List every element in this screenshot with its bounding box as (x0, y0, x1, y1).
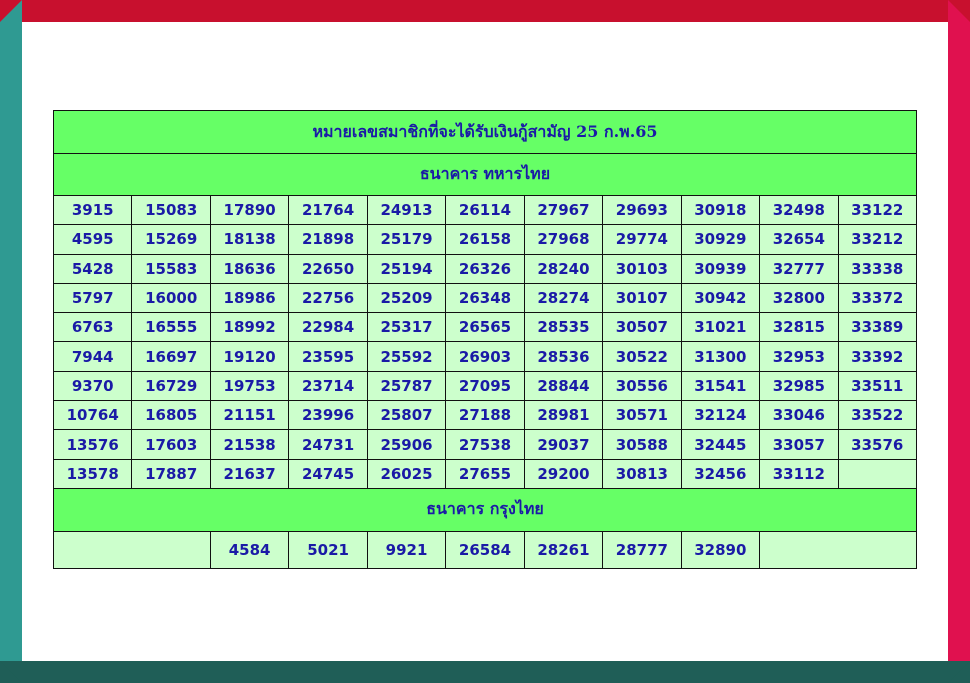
member-number-cell: 25807 (367, 401, 445, 430)
member-number-cell: 30939 (681, 254, 759, 283)
member-number-cell: 9921 (367, 531, 445, 568)
member-number-cell: 33338 (838, 254, 916, 283)
bank2-table-row (54, 531, 917, 568)
member-number-cell: 33392 (838, 342, 916, 371)
member-number-cell: 30813 (603, 459, 681, 488)
member-number-cell: 28261 (524, 531, 602, 568)
member-number-cell: 26326 (446, 254, 524, 283)
member-number-cell: 24731 (289, 430, 367, 459)
member-number-cell: 27095 (446, 371, 524, 400)
member-number-cell: 25209 (367, 283, 445, 312)
member-number-cell: 15083 (132, 196, 210, 225)
member-number-cell: 5021 (289, 531, 367, 568)
member-number-cell: 30522 (603, 342, 681, 371)
bank1-table-row (54, 342, 917, 371)
bank1-table-row (54, 401, 917, 430)
member-number-cell: 15583 (132, 254, 210, 283)
member-number-cell: 33057 (760, 430, 838, 459)
member-number-cell: 21151 (210, 401, 288, 430)
loan-member-table (53, 110, 917, 569)
member-number-cell: 13576 (54, 430, 132, 459)
empty-cell (838, 459, 916, 488)
member-number-cell: 23595 (289, 342, 367, 371)
member-number-cell: 22756 (289, 283, 367, 312)
member-number-cell: 32445 (681, 430, 759, 459)
member-number-cell: 21898 (289, 225, 367, 254)
member-number-cell: 32654 (760, 225, 838, 254)
member-number-cell: 28777 (603, 531, 681, 568)
member-number-cell: 5428 (54, 254, 132, 283)
member-number-cell: 4584 (210, 531, 288, 568)
member-number-cell: 26565 (446, 313, 524, 342)
member-number-cell: 28240 (524, 254, 602, 283)
member-number-cell: 31021 (681, 313, 759, 342)
member-number-cell: 33122 (838, 196, 916, 225)
member-number-cell: 25592 (367, 342, 445, 371)
member-number-cell: 21637 (210, 459, 288, 488)
member-number-cell: 32777 (760, 254, 838, 283)
member-number-cell: 30929 (681, 225, 759, 254)
member-number-cell: 28535 (524, 313, 602, 342)
member-number-cell: 18986 (210, 283, 288, 312)
member-number-cell: 25317 (367, 313, 445, 342)
member-number-cell: 30556 (603, 371, 681, 400)
bank1-table-row (54, 225, 917, 254)
member-number-cell: 27967 (524, 196, 602, 225)
bank1-table-row (54, 459, 917, 488)
member-number-cell: 28274 (524, 283, 602, 312)
member-number-cell: 26584 (446, 531, 524, 568)
bank2-name: ธนาคาร กรุงไทย (54, 488, 917, 531)
member-number-cell: 33212 (838, 225, 916, 254)
empty-cell (54, 531, 211, 568)
member-number-cell: 24745 (289, 459, 367, 488)
member-number-cell: 16805 (132, 401, 210, 430)
member-number-cell: 25787 (367, 371, 445, 400)
member-number-cell: 33576 (838, 430, 916, 459)
table-title: หมายเลขสมาชิกที่จะได้รับเงินกู้สามัญ 25 ก.พ.65 (54, 111, 917, 154)
member-number-cell: 31541 (681, 371, 759, 400)
member-number-cell: 27655 (446, 459, 524, 488)
frame-corner (0, 0, 22, 22)
member-number-cell: 22650 (289, 254, 367, 283)
member-number-cell: 21538 (210, 430, 288, 459)
member-number-cell: 23714 (289, 371, 367, 400)
member-number-cell: 26158 (446, 225, 524, 254)
member-number-cell: 4595 (54, 225, 132, 254)
member-number-cell: 10764 (54, 401, 132, 430)
member-number-cell: 29774 (603, 225, 681, 254)
frame-corner (948, 661, 970, 683)
bank1-table-row (54, 254, 917, 283)
member-number-cell: 33112 (760, 459, 838, 488)
empty-cell (760, 531, 917, 568)
member-number-cell: 32815 (760, 313, 838, 342)
member-number-cell: 26348 (446, 283, 524, 312)
loan-member-table-container (53, 110, 917, 569)
member-number-cell: 6763 (54, 313, 132, 342)
member-number-cell: 22984 (289, 313, 367, 342)
member-number-cell: 30107 (603, 283, 681, 312)
member-number-cell: 32985 (760, 371, 838, 400)
member-number-cell: 26903 (446, 342, 524, 371)
frame-bottom-border (0, 661, 970, 683)
member-number-cell: 16555 (132, 313, 210, 342)
member-number-cell: 30588 (603, 430, 681, 459)
member-number-cell: 32890 (681, 531, 759, 568)
bank1-name: ธนาคาร ทหารไทย (54, 154, 917, 196)
bank1-table-row (54, 283, 917, 312)
member-number-cell: 17890 (210, 196, 288, 225)
bank1-table-row (54, 371, 917, 400)
member-number-cell: 28844 (524, 371, 602, 400)
member-number-cell: 26025 (367, 459, 445, 488)
member-number-cell: 17603 (132, 430, 210, 459)
member-number-cell: 18138 (210, 225, 288, 254)
member-number-cell: 3915 (54, 196, 132, 225)
member-number-cell: 24913 (367, 196, 445, 225)
member-number-cell: 15269 (132, 225, 210, 254)
frame-right-border (948, 0, 970, 683)
title-row (54, 111, 917, 154)
member-number-cell: 27538 (446, 430, 524, 459)
member-number-cell: 31300 (681, 342, 759, 371)
member-number-cell: 27968 (524, 225, 602, 254)
bank1-table-row (54, 196, 917, 225)
frame-corner (948, 0, 970, 22)
member-number-cell: 32800 (760, 283, 838, 312)
member-number-cell: 33511 (838, 371, 916, 400)
member-number-cell: 30571 (603, 401, 681, 430)
member-number-cell: 25194 (367, 254, 445, 283)
member-number-cell: 21764 (289, 196, 367, 225)
member-number-cell: 32953 (760, 342, 838, 371)
member-number-cell: 32498 (760, 196, 838, 225)
member-number-cell: 30507 (603, 313, 681, 342)
member-number-cell: 5797 (54, 283, 132, 312)
member-number-cell: 23996 (289, 401, 367, 430)
member-number-cell: 19120 (210, 342, 288, 371)
frame-corner (0, 661, 22, 683)
member-number-cell: 32124 (681, 401, 759, 430)
frame-left-border (0, 0, 22, 683)
member-number-cell: 18636 (210, 254, 288, 283)
member-number-cell: 32456 (681, 459, 759, 488)
member-number-cell: 29200 (524, 459, 602, 488)
member-number-cell: 33372 (838, 283, 916, 312)
bank1-table-row (54, 313, 917, 342)
member-number-cell: 25906 (367, 430, 445, 459)
member-number-cell: 30918 (681, 196, 759, 225)
member-number-cell: 13578 (54, 459, 132, 488)
member-number-cell: 29693 (603, 196, 681, 225)
frame-top-border (0, 0, 970, 22)
member-number-cell: 33522 (838, 401, 916, 430)
member-number-cell: 28536 (524, 342, 602, 371)
member-number-cell: 30942 (681, 283, 759, 312)
member-number-cell: 16000 (132, 283, 210, 312)
member-number-cell: 18992 (210, 313, 288, 342)
member-number-cell: 25179 (367, 225, 445, 254)
member-number-cell: 33389 (838, 313, 916, 342)
member-number-cell: 16697 (132, 342, 210, 371)
member-number-cell: 33046 (760, 401, 838, 430)
member-number-cell: 28981 (524, 401, 602, 430)
member-number-cell: 29037 (524, 430, 602, 459)
member-number-cell: 30103 (603, 254, 681, 283)
member-number-cell: 17887 (132, 459, 210, 488)
bank1-header-row (54, 154, 917, 196)
bank2-header-row (54, 488, 917, 531)
member-number-cell: 19753 (210, 371, 288, 400)
member-number-cell: 16729 (132, 371, 210, 400)
member-number-cell: 26114 (446, 196, 524, 225)
bank1-table-row (54, 430, 917, 459)
member-number-cell: 27188 (446, 401, 524, 430)
member-number-cell: 7944 (54, 342, 132, 371)
member-number-cell: 9370 (54, 371, 132, 400)
